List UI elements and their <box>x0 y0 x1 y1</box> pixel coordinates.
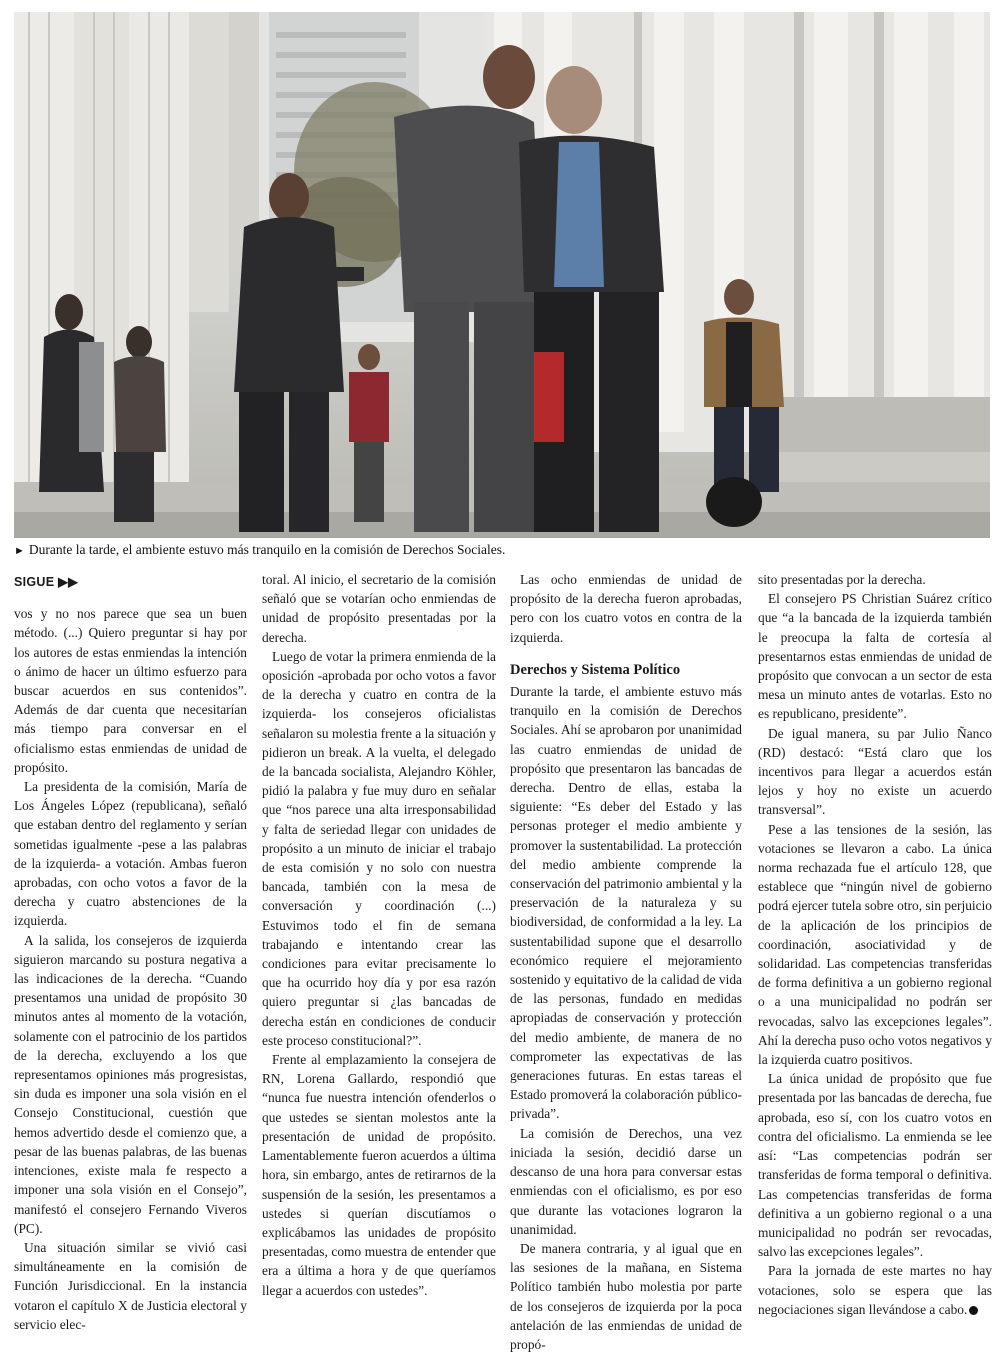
paragraph: sito presentadas por la derecha. <box>758 572 926 587</box>
paragraph: Luego de votar la primera enmienda de la oposición -aprobada por ocho votos a favor de la derecha y cuatro en contra de la izquierda- los consejeros oficialistas señalaron su molestia frente a la situación y pidieron un break. A la vuelta, el delegado de la bancada socialista, Alejandro Köhler, pidió la palabra y fue muy duro en señalar que “nos parece una alta irresponsabilidad y falta de seriedad llegar con unidades de propósito a un minuto de iniciar el trabajo de esta comisión y no solo con nuestra bancada, también con la mesa de conversación y coordinación (...) Estuvimos todo el fin de semana trabajando e intentando crear las condiciones para evitar precisamente lo que ha ocurrido hoy día y por esa razón quiero preguntar si ¿las bancadas de derecha están en condiciones de conducir este proceso constitucional?”. <box>262 648 496 1048</box>
paragraph: El consejero PS Christian Suárez crítico que “a la bancada de la izquierda también le preocupa la falta de cortesía al presentarnos estas enmiendas de unidad de propósito que convocan a un sector de esta mesa un minuto antes de votarlas. Esto no es republicano, presidente”. <box>758 591 992 722</box>
paragraph: La presidenta de la comisión, María de Los Ángeles López (republicana), señaló que estaban dentro del reglamento y serían sometidas igualmente -pese a las palabras de la izquierda- a votación. Ambas fueron aprobadas, con ocho votos a favor de la derecha y cuatro abstenciones de la izquierda. <box>14 779 247 929</box>
paragraph: La única unidad de propósito que fue presentada por las bancadas de derecha, fue aprobada, eso sí, con los cuatro votos en contra del oficialismo. La enmienda se lee así: “Las competencias podrán ser transferidas de forma temporal o definitiva. Las competencias transferidas de forma definitiva a un gobierno regional o a una municipalidad no podrán ser revocadas, salvo las excepciones legales”. <box>758 1071 992 1260</box>
news-photo <box>14 12 990 538</box>
paragraph: vos y no nos parece que sea un buen método. (...) Quiero preguntar si hay por los autores de estas enmiendas la intención o ánimo de hacer un último esfuerzo para buscar acuerdos en sus contenidos”. Además de dar cuenta que necesitarían más tiempo para conversar en el oficialismo estas enmiendas de unidad de propósito. <box>14 606 247 775</box>
continued-label: SIGUE ▶▶ <box>14 575 78 589</box>
paragraph: De igual manera, su par Julio Ñanco (RD) destacó: “Está claro que los incentivos para llegar a acuerdos están lejos y hoy no existe un acuerdo transversal”. <box>758 725 992 818</box>
paragraph: Pese a las tensiones de la sesión, las votaciones se llevaron a cabo. La única norma rechazada fue el artículo 128, que establece que “ningún nivel de gobierno podrá ejercer tutela sobre otro, sin perjuicio de la aplicación de los principios de coordinación, asociatividad y de solidaridad. Las competencias transferidas de forma definitiva a un gobierno regional o a una municipalidad no podrán ser revocadas, salvo las excepciones legales”. Ahí la derecha puso ocho votos negativos y la izquierda cuatro positivos. <box>758 821 992 1068</box>
article-column-4 <box>758 570 992 1317</box>
paragraph: Una situación similar se vivió casi simultáneamente en la comisión de Función Jurisdiccional. En la instancia votaron el capítulo X de Justicia electoral y servicio elec- <box>14 1239 247 1332</box>
caption-marker-icon: ► <box>14 545 25 557</box>
photo-caption <box>14 541 990 560</box>
photo-columns-people-icon <box>14 12 990 538</box>
paragraph: toral. Al inicio, el secretario de la comisión señaló que se votarían ocho enmiendas de unidad de propósito presentadas por la derecha. <box>262 572 496 645</box>
paragraph: De manera contraria, y al igual que en las sesiones de la mañana, en Sistema Político también hubo molestia por parte de los consejeros de izquierda por la poca antelación de las enmiendas de unidad de propó- <box>510 1240 742 1352</box>
paragraph: La comisión de Derechos, una vez iniciada la sesión, decidió darse un descanso de una hora para conversar estas enmiendas con el oficialismo, es por eso que durante las votaciones lograron la unanimidad. <box>510 1125 742 1237</box>
article-column-2 <box>262 570 496 1298</box>
last-paragraph <box>758 1261 992 1319</box>
caption-text: Durante la tarde, el ambiente estuvo más tranquilo en la comisión de Derechos Sociales. <box>28 542 506 557</box>
article-body <box>14 570 992 1352</box>
paragraph: Frente al emplazamiento la consejera de RN, Lorena Gallardo, respondió que “nunca fue nuestra intención ofenderlos o que ustedes se sientan molestos ante la presentación de unidad de propósito. Lamentablemente fueron acuerdos a última hora, sin embargo, antes de retirarnos de la suspensión de la sesión, les presentamos a ustedes si querían discutíamos o explicábamos las unidades de propósito presentadas, como muestra de entender que era a última a hora y de que queríamos llegar a acuerdos con ustedes”. <box>262 1052 496 1298</box>
article-column-1 <box>14 570 247 1332</box>
article-column-3 <box>510 570 742 1352</box>
paragraph: Durante la tarde, el ambiente estuvo más tranquilo en la comisión de Derechos Sociales. Ahí se aprobaron por unanimidad las cuatro enmiendas de unidad de propósito que presentaron las bancadas de derecha. Dentro de ellas, estaba la siguiente: “Es deber del Estado y las personas proteger el medio ambiente y promover la sustentabilidad. La protección del medio ambiente comprende la conservación del patrimonio ambiental y la preservación de la naturaleza y su biodiversidad, de conformidad a la ley. La sustentabilidad supone que el desarrollo económico requiere el mejoramiento sostenido y equitativo de la calidad de vida de las personas, fundado en medidas apropiadas de conservación y protección del medio ambiente, de manera de no comprometer las expectativas de las generaciones futuras. En estas tareas el Estado promoverá la colaboración público-privada”. <box>510 684 742 1122</box>
paragraph: Las ocho enmiendas de unidad de propósito de la derecha fueron aprobadas, pero con los cuatro votos en contra de la izquierda. <box>510 572 742 645</box>
end-of-article-icon <box>969 1306 978 1315</box>
paragraph-text: Para la jornada de este martes no hay votaciones, solo se espera que las negociaciones sigan llevándose a cabo. <box>758 1263 992 1317</box>
section-subhead: Derechos y Sistema Político <box>510 661 681 678</box>
paragraph: A la salida, los consejeros de izquierda siguieron marcando su postura negativa a las indicaciones de la derecha. “Cuando presentamos una unidad de propósito 30 minutos antes al momento de la votación, solamente con el patrocinio de los partidos de la derecha, excluyendo a los que representamos opiniones más progresistas, sin duda es imponer una sola visión en el Consejo Constitucional, cuestión que hemos advertido desde el comienzo que, a pesar de las buenas palabras, de las buenas intenciones, existe mala fe respecto a imponer una sola visión en el Consejo”, manifestó el consejero Fernando Viveros (PC). <box>14 932 247 1236</box>
